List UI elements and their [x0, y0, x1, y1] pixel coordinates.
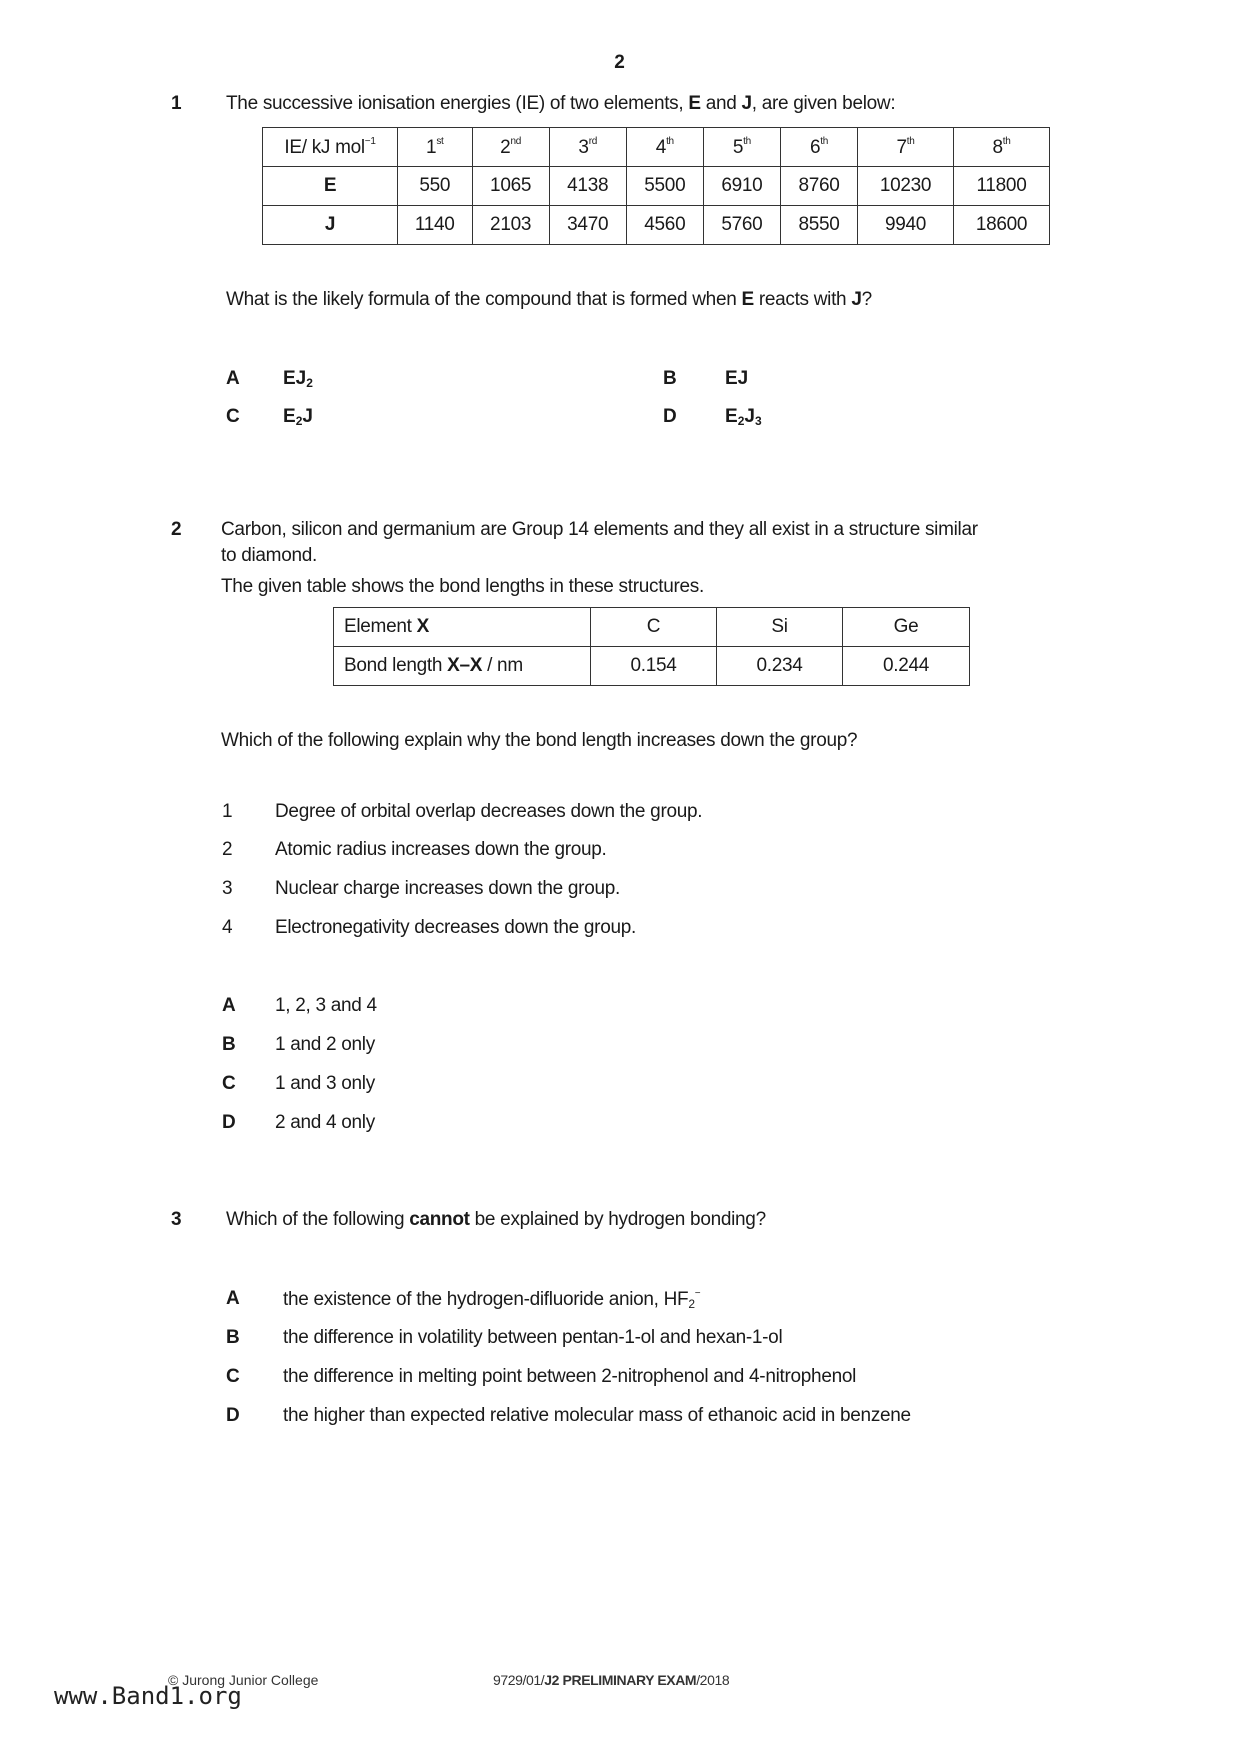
q1-option-b[interactable]: B EJ	[663, 368, 749, 389]
q1-question: What is the likely formula of the compound that is formed when E reacts with J?	[226, 289, 872, 310]
ie-col-header: 8th	[954, 128, 1050, 167]
q2-intro-line1: Carbon, silicon and germanium are Group 14 elements and they all exist in a structure similar	[221, 519, 978, 540]
statement-text: Atomic radius increases down the group.	[275, 839, 607, 860]
table-cell: 5760	[703, 206, 780, 245]
q1-intro: The successive ionisation energies (IE) of two elements, E and J, are given below:	[226, 93, 896, 114]
table-cell: 8760	[780, 167, 857, 206]
table-cell: 0.244	[843, 647, 970, 686]
option-text: 1 and 2 only	[275, 1034, 375, 1055]
q3-number: 3	[171, 1209, 182, 1230]
q3-option-a[interactable]: A the existence of the hydrogen-difluoride anion, $HF_2^-$	[226, 1288, 701, 1311]
ie-col-header: 6th	[780, 128, 857, 167]
q3-question: Which of the following cannot be explained by hydrogen bonding?	[226, 1209, 766, 1230]
table-cell: 11800	[954, 167, 1050, 206]
q1-option-d[interactable]: D $E_2J_3$	[663, 406, 762, 428]
bond-table-element-row	[334, 608, 970, 647]
formula: $E_2J$	[283, 406, 313, 428]
ie-col-header: 1st	[398, 128, 473, 167]
q2-number: 2	[171, 519, 182, 540]
statement-number: 4	[222, 917, 233, 938]
ionisation-energy-table	[262, 127, 1050, 245]
bond-table-length-row	[334, 647, 970, 686]
formula: EJ	[725, 368, 749, 389]
table-cell: 4138	[549, 167, 626, 206]
ie-col-header: 5th	[703, 128, 780, 167]
footer-copyright: © Jurong Junior College	[168, 1672, 319, 1688]
q3-option-c[interactable]: C the difference in melting point between 2-nitrophenol and 4-nitrophenol	[226, 1366, 857, 1387]
row-label: J	[263, 206, 398, 245]
table-cell: 10230	[858, 167, 954, 206]
option-text: the difference in melting point between 2-nitrophenol and 4-nitrophenol	[283, 1366, 857, 1387]
row-label: Element X	[334, 608, 591, 647]
formula: $EJ_2$	[283, 368, 313, 390]
q2-option-d[interactable]: D 2 and 4 only	[222, 1112, 375, 1133]
formula: $E_2J_3$	[725, 406, 762, 428]
statement-text: Degree of orbital overlap decreases down the group.	[275, 801, 703, 822]
q2-option-b[interactable]: B 1 and 2 only	[222, 1034, 375, 1055]
q1-number: 1	[171, 93, 182, 114]
bond-length-table	[333, 607, 970, 686]
ie-table-header-row	[263, 128, 1050, 167]
table-cell: Ge	[843, 608, 970, 647]
q1-option-a[interactable]: A $EJ_2$	[226, 368, 313, 390]
table-cell: 5500	[626, 167, 703, 206]
ie-col-header: 2nd	[472, 128, 549, 167]
table-cell: 9940	[858, 206, 954, 245]
ie-col-header: 7th	[858, 128, 954, 167]
table-cell: 0.234	[717, 647, 843, 686]
ie-table-row-j	[263, 206, 1050, 245]
row-label: E	[263, 167, 398, 206]
statement-text: Nuclear charge increases down the group.	[275, 878, 620, 899]
table-cell: 18600	[954, 206, 1050, 245]
option-text: the higher than expected relative molecular mass of ethanoic acid in benzene	[283, 1405, 911, 1426]
watermark: www.Band1.org	[54, 1682, 242, 1710]
table-cell: 2103	[472, 206, 549, 245]
table-cell: 0.154	[591, 647, 717, 686]
ie-header-label: IE/ kJ mol$^{-1}$	[263, 128, 398, 167]
q2-option-c[interactable]: C 1 and 3 only	[222, 1073, 375, 1094]
q3-option-d[interactable]: D the higher than expected relative molecular mass of ethanoic acid in benzene	[226, 1405, 911, 1426]
statement-text: Electronegativity decreases down the group.	[275, 917, 636, 938]
statement-number: 2	[222, 839, 233, 860]
option-text: 1 and 3 only	[275, 1073, 375, 1094]
table-cell: 3470	[549, 206, 626, 245]
option-text: 1, 2, 3 and 4	[275, 995, 377, 1016]
q2-intro-line2: to diamond.	[221, 545, 317, 566]
table-cell: 4560	[626, 206, 703, 245]
footer-exam-code: 9729/01/J2 PRELIMINARY EXAM/2018	[493, 1672, 730, 1688]
row-label: Bond length X–X / nm	[334, 647, 591, 686]
page-number: 2	[614, 52, 625, 73]
q2-question: Which of the following explain why the bond length increases down the group?	[221, 730, 858, 751]
option-text: 2 and 4 only	[275, 1112, 375, 1133]
table-cell: 1065	[472, 167, 549, 206]
ie-col-header: 3rd	[549, 128, 626, 167]
table-cell: Si	[717, 608, 843, 647]
ie-table-row-e	[263, 167, 1050, 206]
q2-option-a[interactable]: A 1, 2, 3 and 4	[222, 995, 377, 1016]
ie-col-header: 4th	[626, 128, 703, 167]
q2-intro-line3: The given table shows the bond lengths in these structures.	[221, 576, 704, 597]
statement-number: 3	[222, 878, 233, 899]
table-cell: 1140	[398, 206, 473, 245]
statement-number: 1	[222, 801, 233, 822]
table-cell: 6910	[703, 167, 780, 206]
table-cell: 8550	[780, 206, 857, 245]
option-text: the existence of the hydrogen-difluoride anion, $HF_2^-$	[283, 1288, 701, 1311]
option-text: the difference in volatility between pentan-1-ol and hexan-1-ol	[283, 1327, 783, 1348]
table-cell: C	[591, 608, 717, 647]
q3-option-b[interactable]: B the difference in volatility between pentan-1-ol and hexan-1-ol	[226, 1327, 783, 1348]
q1-option-c[interactable]: C $E_2J$	[226, 406, 313, 428]
table-cell: 550	[398, 167, 473, 206]
